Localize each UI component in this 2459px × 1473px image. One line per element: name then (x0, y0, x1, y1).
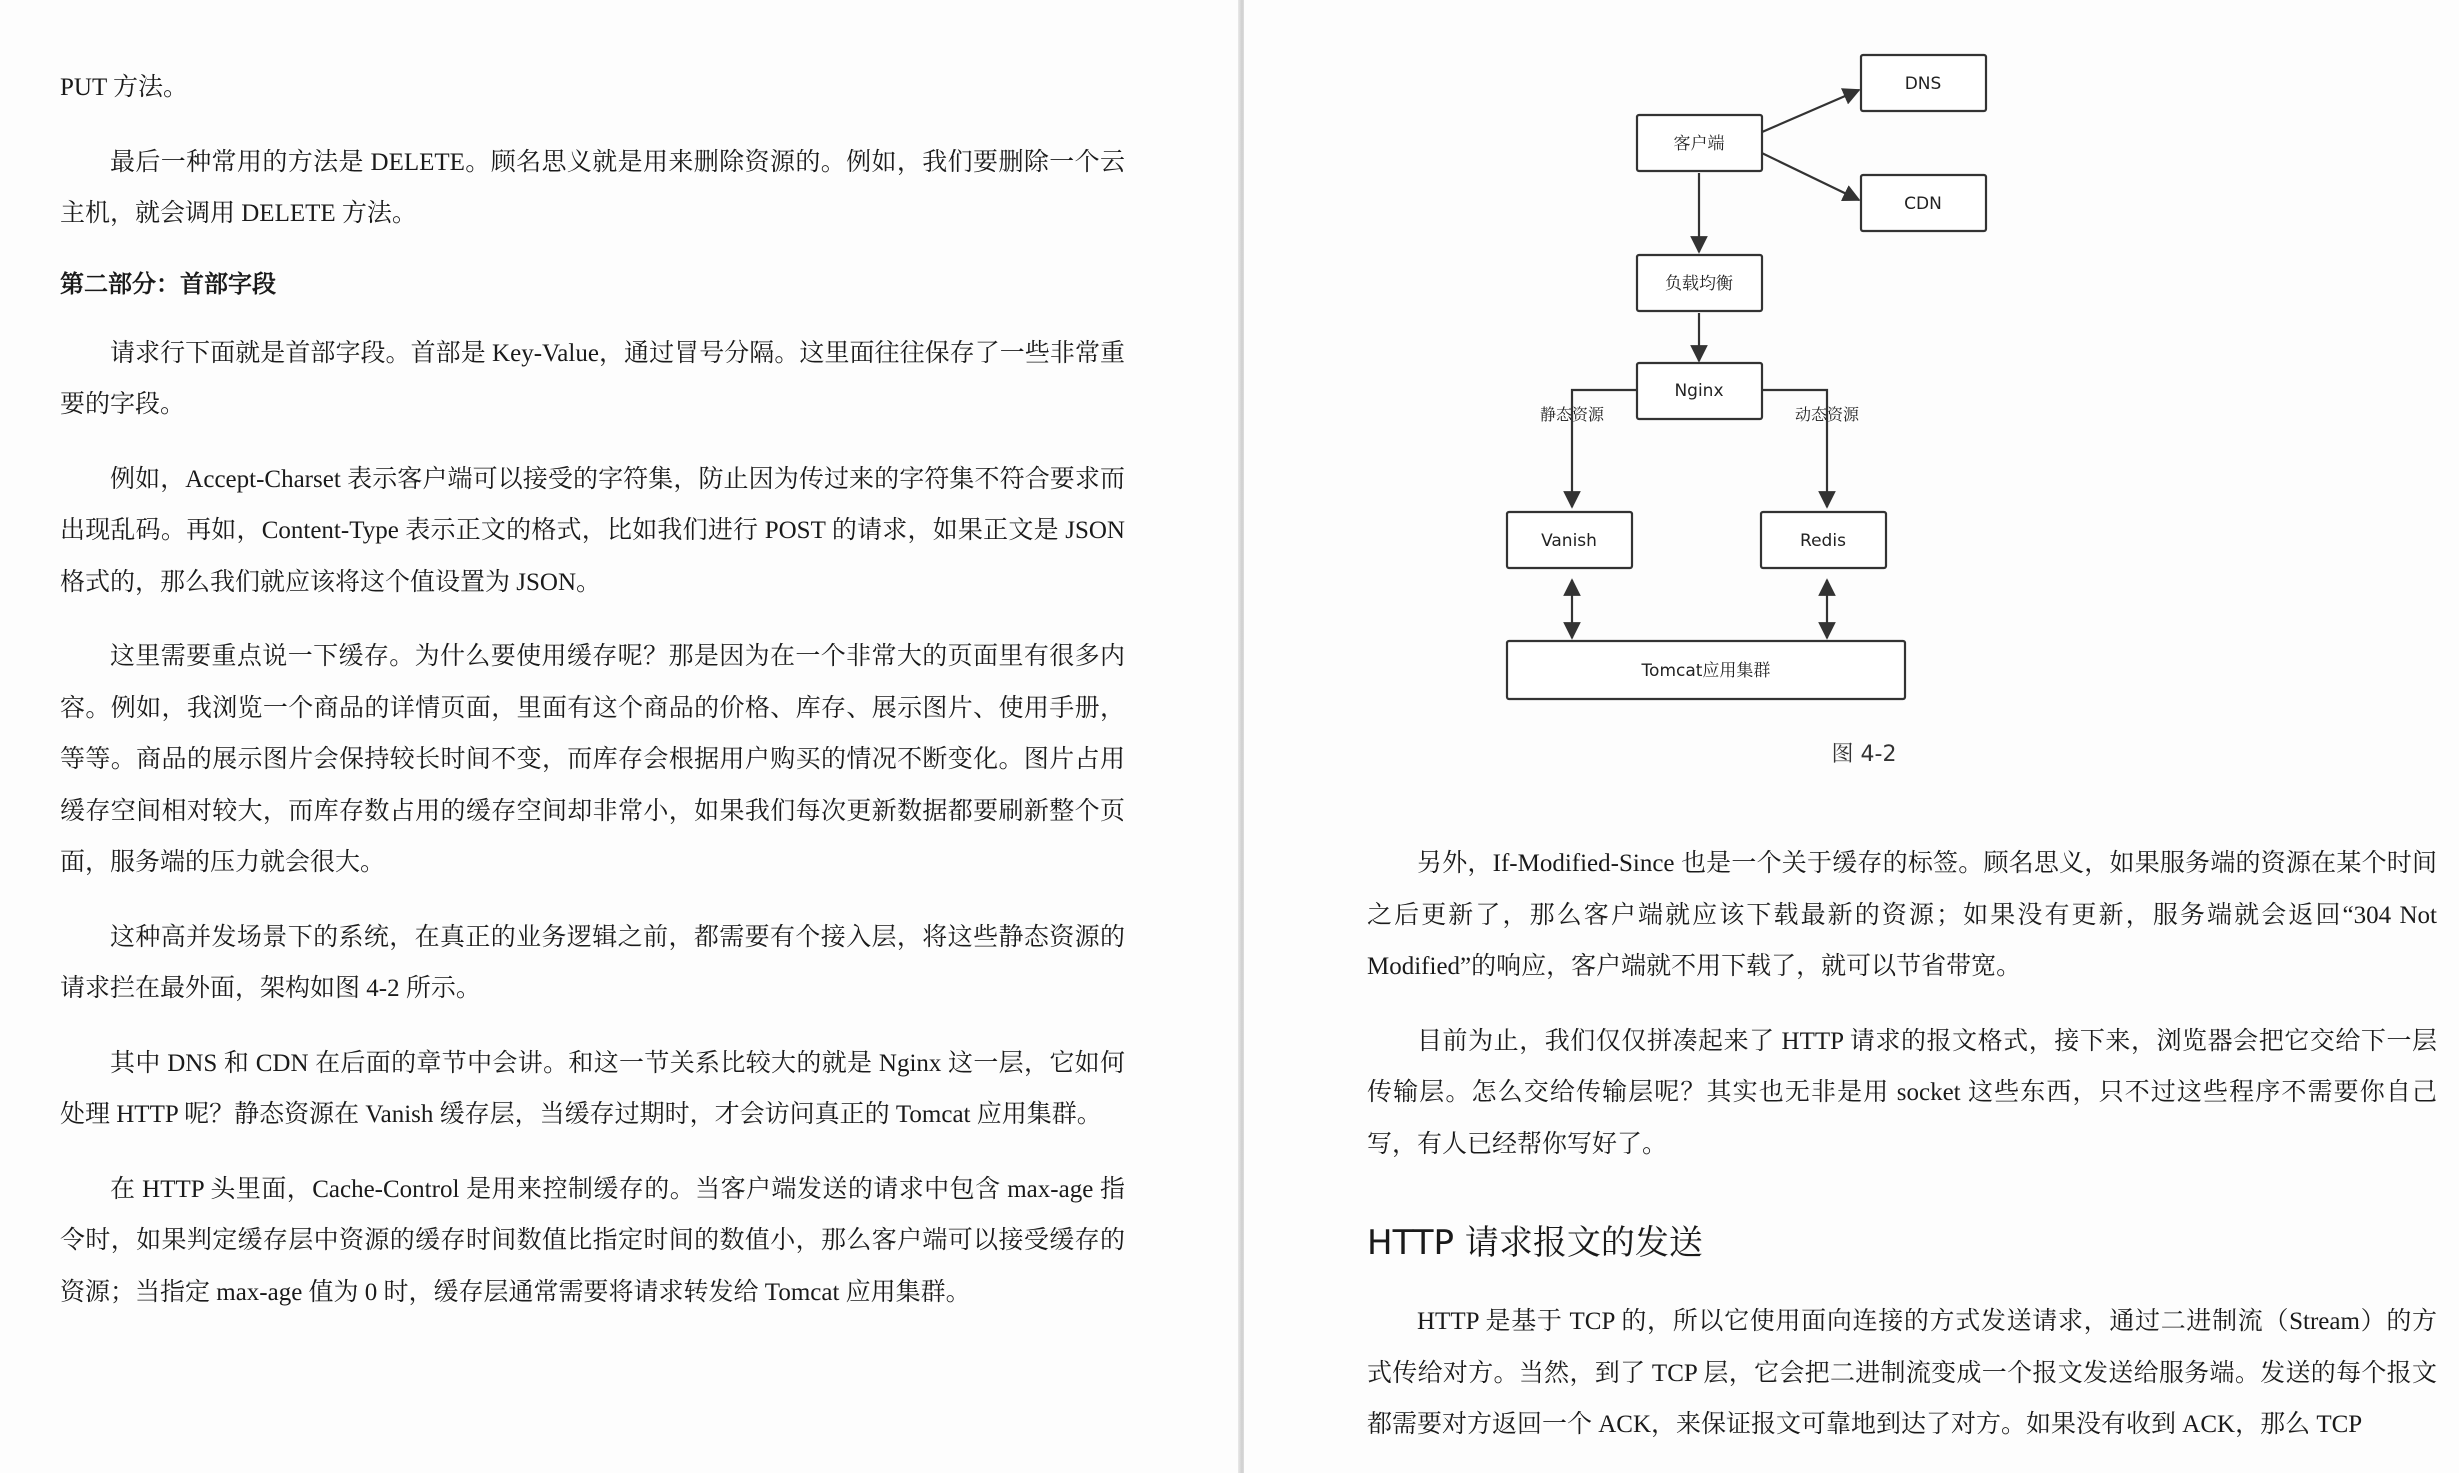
node-cdn: CDN (1904, 194, 1942, 214)
subsection-heading: 第二部分：首部字段 (60, 269, 276, 298)
diagram-nodes (1244, 45, 2144, 725)
node-tomcat-cluster: Tomcat应用集群 (1641, 661, 1771, 681)
paragraph: 其中 DNS 和 CDN 在后面的章节中会讲。和这一节关系比较大的就是 Nginx 这一层，它如何处理 HTTP 呢？静态资源在 Vanish 缓存层，当缓存过期时，才会访问真正的 Tomcat 应用集群。 (60, 1049, 1125, 1128)
edge-label-dynamic: 动态资源 (1794, 405, 1860, 424)
node-nginx: Nginx (1674, 381, 1724, 401)
paragraph: 最后一种常用的方法是 DELETE。顾名思义就是用来删除资源的。例如，我们要删除一个云主机，就会调用 DELETE 方法。 (60, 148, 1125, 227)
node-redis: Redis (1800, 531, 1846, 551)
paragraph: 这里需要重点说一下缓存。为什么要使用缓存呢？那是因为在一个非常大的页面里有很多内容。例如，我浏览一个商品的详情页面，里面有这个商品的价格、库存、展示图片、使用手册，等等。商品的展示图片会保持较长时间不变，而库存会根据用户购买的情况不断变化。图片占用缓存空间相对较大，而库存数占用的缓存空间却非常小，如果我们每次更新数据都要刷新整个页面，服务端的压力就会很大。 (60, 643, 1125, 876)
figure-caption: 图 4-2 (1831, 742, 1897, 767)
node-client: 客户端 (1673, 134, 1725, 154)
paragraph: HTTP 是基于 TCP 的，所以它使用面向连接的方式发送请求，通过二进制流（Stream）的方式传给对方。当然，到了 TCP 层，它会把二进制流变成一个报文发送给服务端。发送的每个报文都需要对方返回一个 ACK，来保证报文可靠地到达了对方。如果没有收到 ACK，那么 TCP (1367, 1308, 2437, 1438)
architecture-diagram (1539, 45, 2119, 767)
right-page (1244, 0, 2459, 1473)
paragraph: 请求行下面就是首部字段。首部是 Key-Value，通过冒号分隔。这里面往往保存了一些非常重要的字段。 (60, 339, 1125, 418)
node-dns: DNS (1904, 74, 1942, 94)
left-page-text (60, 62, 1125, 1318)
paragraph: 在 HTTP 头里面，Cache-Control 是用来控制缓存的。当客户端发送的请求中包含 max-age 指令时，如果判定缓存层中资源的缓存时间数值比指定时间的数值小，那么客户端可以接受缓存的资源；当指定 max-age 值为 0 时，缓存层通常需要将请求转发给 Tomcat 应用集群。 (60, 1175, 1125, 1306)
paragraph: 另外，If-Modified-Since 也是一个关于缓存的标签。顾名思义，如果服务端的资源在某个时间之后更新了，那么客户端就应该下载最新的资源；如果没有更新，服务端就会返回“304 Not Modified”的响应，客户端就不用下载了，就可以节省带宽。 (1367, 850, 2437, 980)
paragraph: 这种高并发场景下的系统，在真正的业务逻辑之前，都需要有个接入层，将这些静态资源的请求拦在最外面，架构如图 4-2 所示。 (60, 923, 1125, 1002)
edge-label-static: 静态资源 (1539, 405, 1605, 424)
section-heading: HTTP 请求报文的发送 (1367, 1223, 1703, 1263)
paragraph: 目前为止，我们仅仅拼凑起来了 HTTP 请求的报文格式，接下来，浏览器会把它交给下一层传输层。怎么交给传输层呢？其实也无非是用 socket 这些东西，只不过这些程序不需要你自己写，有人已经帮你写好了。 (1367, 1027, 2437, 1158)
node-load-balancer: 负载均衡 (1665, 274, 1733, 294)
paragraph: 例如，Accept-Charset 表示客户端可以接受的字符集，防止因为传过来的字符集不符合要求而出现乱码。再如，Content-Type 表示正文的格式，比如我们进行 POST 的请求，如果正文是 JSON 格式的，那么我们就应该将这个值设置为 JSON。 (60, 465, 1125, 596)
paragraph: PUT 方法。 (60, 74, 189, 101)
node-vanish: Vanish (1541, 531, 1597, 551)
right-page-text (1367, 838, 2437, 1451)
